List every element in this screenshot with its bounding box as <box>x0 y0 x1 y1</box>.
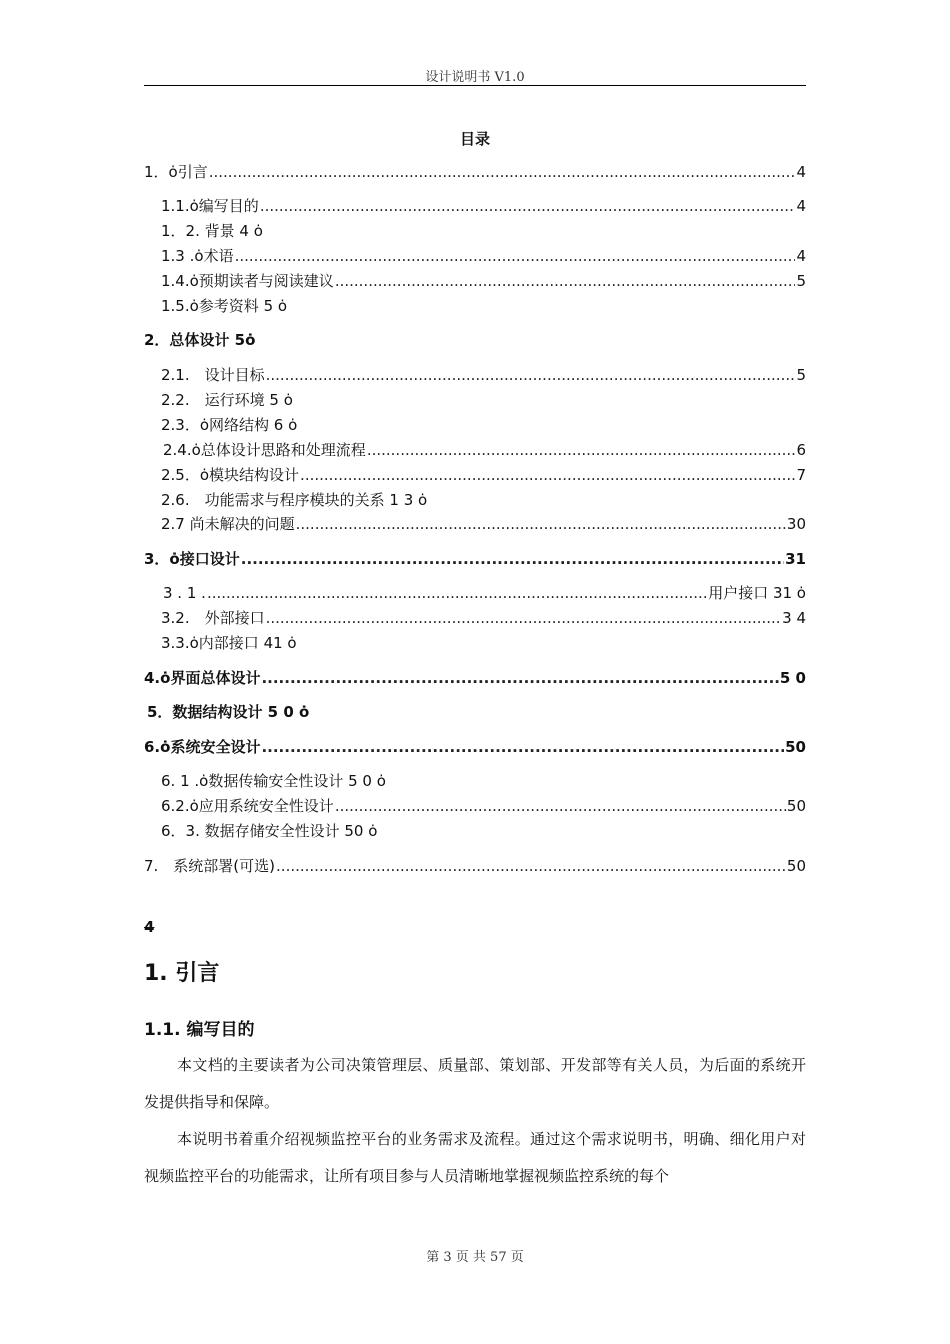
toc-entry-page: 4 <box>796 163 806 181</box>
toc-entry-page: 4 <box>796 247 806 265</box>
toc-entry-title: 2.5．ȯ模块结构设计 <box>161 466 300 484</box>
toc-entry-page: 3 4 <box>782 609 806 627</box>
toc-entry[interactable] <box>161 514 806 534</box>
toc-entry-page: 4 <box>796 197 806 215</box>
header-divider <box>144 85 806 86</box>
toc-entry[interactable] <box>163 440 806 460</box>
toc-entry-title: 1.3 .ȯ术语 <box>161 247 234 265</box>
toc-entry[interactable] <box>161 608 806 628</box>
toc-dot-leader <box>261 737 784 757</box>
toc-entry-title: 1.1.ȯ编写目的 <box>161 197 259 215</box>
toc-dot-leader <box>207 583 707 603</box>
toc-entry[interactable] <box>144 668 806 688</box>
body-paragraph-2: 本说明书着重介绍视频监控平台的业务需求及流程。通过这个需求说明书，明确、细化用户对视频监控平台的功能需求，让所有项目参与人员清晰地掌握视频监控系统的每个 <box>144 1130 806 1185</box>
toc-entry-title: 3 . 1 . <box>163 584 206 602</box>
toc-entry-title: 6．3. 数据存储安全性设计 50 ȯ <box>161 822 378 840</box>
toc-entry[interactable] <box>161 771 386 791</box>
subsection-heading: 1.1. 编写目的 <box>144 1020 255 1040</box>
toc-entry-title: 1.4.ȯ预期读者与阅读建议 <box>161 272 334 290</box>
toc-entry[interactable] <box>161 196 806 216</box>
toc-entry-page: 30 <box>786 515 806 533</box>
toc-entry-title: 2.3．ȯ网络结构 6 ȯ <box>161 416 298 434</box>
toc-dot-leader <box>296 514 786 534</box>
toc-entry[interactable] <box>161 271 806 291</box>
toc-dot-leader <box>209 162 796 182</box>
toc-entry-page: 31 <box>785 550 806 568</box>
toc-entry-page: 5 <box>796 272 806 290</box>
toc-entry-title: 7. 系统部署(可选) <box>144 857 276 875</box>
toc-entry[interactable] <box>161 821 377 841</box>
page-footer: 第 3 页 共 57 页 <box>426 1250 524 1265</box>
toc-dot-leader <box>261 668 778 688</box>
toc-entry[interactable] <box>161 246 806 266</box>
toc-entry-title: 3.2. 外部接口 <box>161 609 265 627</box>
toc-entry[interactable] <box>161 490 427 510</box>
toc-entry-title: 1．ȯ引言 <box>144 163 208 181</box>
toc-entry-title: 6.2.ȯ应用系统安全性设计 <box>161 797 334 815</box>
toc-entry[interactable] <box>163 583 806 603</box>
toc-entry[interactable] <box>161 465 806 485</box>
toc-entry[interactable] <box>161 415 297 435</box>
toc-entry-title: 3.3.ȯ内部接口 41 ȯ <box>161 634 297 652</box>
toc-entry-title: 4.ȯ界面总体设计 <box>144 669 261 687</box>
toc-dot-leader <box>335 796 786 816</box>
toc-dot-leader <box>266 365 796 385</box>
toc-entry-title: 2.2. 运行环境 5 ȯ <box>161 391 293 409</box>
toc-entry[interactable] <box>161 796 806 816</box>
toc-entry-title: 6.ȯ系统安全设计 <box>144 738 261 756</box>
toc-entry-title: 1.5.ȯ参考资料 5 ȯ <box>161 297 288 315</box>
toc-entry-title: 1．2. 背景 4 ȯ <box>161 222 263 240</box>
toc-entry[interactable] <box>144 856 806 876</box>
toc-entry-title: 2．总体设计 5ȯ <box>144 331 256 349</box>
toc-entry-title: 2.7 尚未解决的问题 <box>161 515 295 533</box>
toc-entry[interactable] <box>161 221 263 241</box>
toc-entry-page: 6 <box>796 441 806 459</box>
toc-entry[interactable] <box>144 549 806 569</box>
toc-entry-page: 5 0 <box>779 669 806 687</box>
toc-dot-leader <box>235 246 796 266</box>
toc-dot-leader <box>260 196 796 216</box>
toc-entry[interactable] <box>144 330 255 350</box>
toc-entry-page: 用户接口 31 ȯ <box>708 584 806 602</box>
toc-entry[interactable] <box>161 296 287 316</box>
toc-entry-page: 7 <box>796 466 806 484</box>
toc-entry-page: 50 <box>786 857 806 875</box>
body-paragraph-1: 本文档的主要读者为公司决策管理层、质量部、策划部、开发部等有关人员，为后面的系统开发提供指导和保障。 <box>144 1056 806 1111</box>
toc-entry[interactable] <box>144 162 806 182</box>
toc-entry-title: 6. 1 .ȯ数据传输安全性设计 5 0 ȯ <box>161 772 386 790</box>
toc-entry[interactable] <box>161 365 806 385</box>
toc-title: 目录 <box>459 130 490 148</box>
toc-entry-title: 2.1. 设计目标 <box>161 366 265 384</box>
toc-entry-title: 2.6. 功能需求与程序模块的关系 1 3 ȯ <box>161 491 428 509</box>
page-header: 设计说明书 V1.0 <box>425 70 525 85</box>
toc-entry[interactable] <box>161 390 293 410</box>
toc-entry-title: 5．数据结构设计 5 0 ȯ <box>147 703 310 721</box>
toc-dot-leader <box>276 856 786 876</box>
toc-dot-leader <box>367 440 796 460</box>
toc-dot-leader <box>266 608 782 628</box>
toc-dot-leader <box>241 549 784 569</box>
toc-entry-page: 50 <box>785 738 806 756</box>
toc-entry[interactable] <box>144 737 806 757</box>
toc-dot-leader <box>335 271 796 291</box>
toc-entry-page: 50 <box>786 797 806 815</box>
page-marker: 4 <box>144 918 155 936</box>
toc-entry-title: 3．ȯ接口设计 <box>144 550 240 568</box>
toc-entry[interactable] <box>147 702 309 722</box>
toc-dot-leader <box>300 465 795 485</box>
toc-entry[interactable] <box>161 633 297 653</box>
toc-entry-page: 5 <box>796 366 806 384</box>
section-heading: 1. 引言 <box>144 961 220 986</box>
toc-entry-title: 2.4.ȯ总体设计思路和处理流程 <box>163 441 366 459</box>
